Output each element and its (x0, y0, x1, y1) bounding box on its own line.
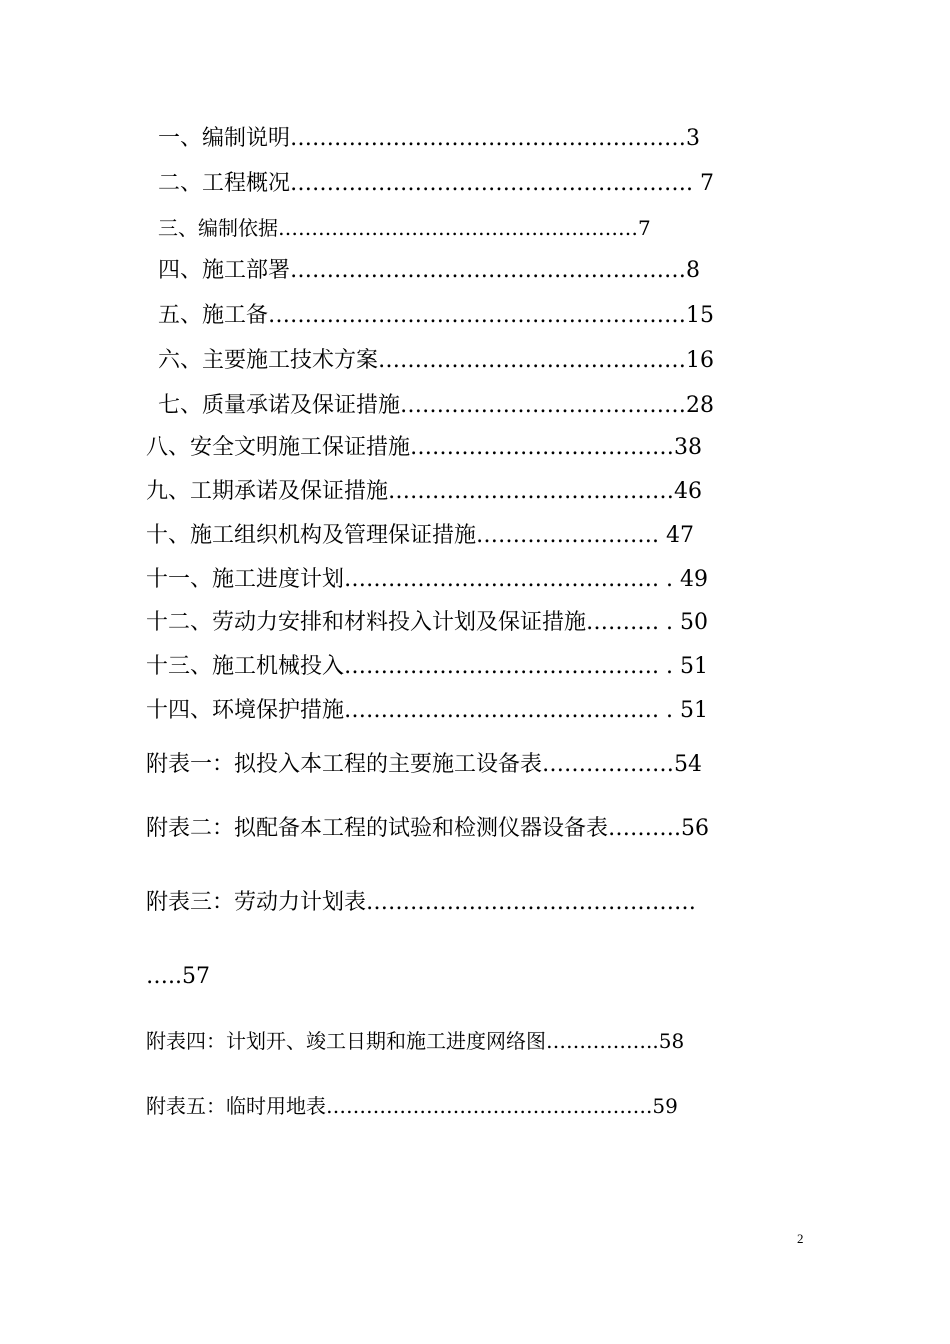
toc-entry-4[interactable]: 四、施工部署………………………………………………8 (158, 258, 700, 283)
toc-appendix-4[interactable]: 附表四：计划开、竣工日期和施工进度网络图……………..58 (146, 1029, 685, 1053)
toc-entry-6[interactable]: 六、主要施工技术方案……………………………………16 (158, 348, 714, 373)
toc-appendix-3[interactable]: 附表三：劳动力计划表……………………………………… (146, 890, 697, 915)
toc-entry-3[interactable]: 三、编制依据………………………………………………7 (158, 216, 651, 240)
toc-entry-11[interactable]: 十一、施工进度计划……………………………………. . 49 (146, 567, 708, 592)
page-number: 2 (797, 1231, 804, 1246)
toc-appendix-3-continued[interactable]: …..57 (146, 964, 210, 989)
toc-entry-10[interactable]: 十、施工组织机构及管理保证措施……………………. 47 (146, 523, 694, 548)
toc-appendix-5[interactable]: 附表五：临时用地表………………………………………….59 (146, 1094, 678, 1118)
toc-entry-12[interactable]: 十二、劳动力安排和材料投入计划及保证措施………. . 50 (146, 610, 708, 635)
toc-entry-14[interactable]: 十四、环境保护措施……………………………………. . 51 (146, 698, 708, 723)
toc-appendix-2[interactable]: 附表二：拟配备本工程的试验和检测仪器设备表……….56 (146, 816, 709, 841)
toc-entry-8[interactable]: 八、安全文明施工保证措施………………………………38 (146, 435, 702, 460)
toc-entry-7[interactable]: 七、质量承诺及保证措施…………………………………28 (158, 393, 714, 418)
toc-entry-5[interactable]: 五、施工备…………………………………………………15 (158, 303, 714, 328)
toc-entry-13[interactable]: 十三、施工机械投入……………………………………. . 51 (146, 654, 708, 679)
toc-entry-9[interactable]: 九、工期承诺及保证措施…………………………………46 (146, 479, 702, 504)
toc-entry-1[interactable]: 一、编制说明………………………………………………3 (158, 126, 700, 151)
toc-appendix-1[interactable]: 附表一：拟投入本工程的主要施工设备表………………54 (146, 752, 702, 777)
toc-entry-2[interactable]: 二、工程概况………………………………………………. 7 (158, 171, 714, 196)
